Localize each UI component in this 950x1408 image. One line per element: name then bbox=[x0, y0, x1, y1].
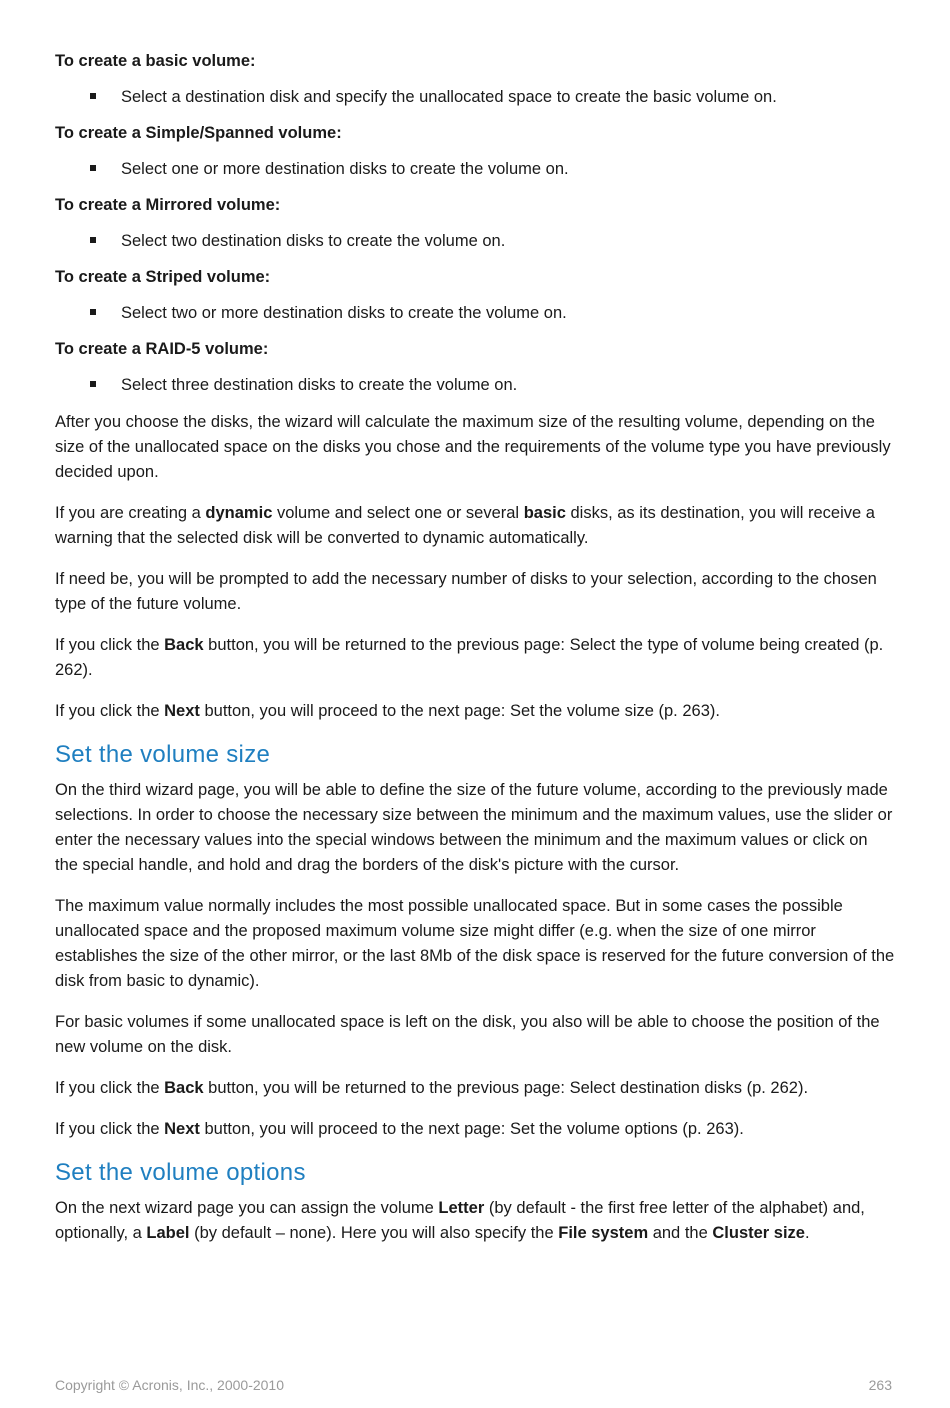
bullet-item bbox=[55, 86, 895, 108]
bold-term: Cluster size bbox=[712, 1224, 805, 1242]
paragraph-text: button, you will proceed to the next page: Set the volume size (p. 263). bbox=[199, 702, 720, 720]
paragraph-text: and the bbox=[648, 1224, 713, 1242]
paragraph-text: button, you will be returned to the previous page: Select the type of volume being created (p. 262). bbox=[55, 636, 884, 679]
copyright-text: Copyright © Acronis, Inc., 2000-2010 bbox=[55, 1377, 284, 1393]
paragraph-text: volume and select one or several bbox=[272, 504, 524, 522]
bullet-text: Select two or more destination disks to create the volume on. bbox=[121, 304, 567, 322]
page-content bbox=[55, 50, 895, 1262]
page-number: 263 bbox=[868, 1377, 892, 1393]
bullet-square-icon bbox=[90, 165, 96, 171]
body-paragraph bbox=[55, 1196, 895, 1246]
bullet-item bbox=[55, 230, 895, 252]
bold-term: dynamic bbox=[205, 504, 273, 522]
procedure-label: To create a RAID-5 volume: bbox=[55, 340, 269, 358]
bullet-text: Select three destination disks to create the volume on. bbox=[121, 376, 518, 394]
paragraph-text: If you are creating a bbox=[55, 504, 206, 522]
paragraph-text: After you choose the disks, the wizard will calculate the maximum size of the resulting volume, depending on the size of the unallocated space on the disks you chose and the requirements of the volume type you have previously decided upon. bbox=[55, 413, 891, 481]
bullet-square-icon bbox=[90, 237, 96, 243]
paragraph-text: On the next wizard page you can assign the volume bbox=[55, 1199, 439, 1217]
bullet-text: Select one or more destination disks to create the volume on. bbox=[121, 160, 569, 178]
body-paragraph bbox=[55, 633, 895, 683]
section-heading: Set the volume size bbox=[55, 741, 271, 768]
paragraph-text: If you click the bbox=[55, 702, 165, 720]
bullet-square-icon bbox=[90, 93, 96, 99]
bold-term: Label bbox=[146, 1224, 190, 1242]
bullet-square-icon bbox=[90, 309, 96, 315]
bold-term: Letter bbox=[438, 1199, 485, 1217]
procedure-label: To create a Striped volume: bbox=[55, 268, 271, 286]
paragraph-text: (by default – none). Here you will also specify the bbox=[189, 1224, 559, 1242]
procedure-label: To create a Simple/Spanned volume: bbox=[55, 124, 342, 142]
paragraph-text: . bbox=[804, 1224, 810, 1242]
bullet-item bbox=[55, 158, 895, 180]
paragraph-text: disks, as its destination, you will receive a warning that the selected disk will be converted to dynamic automatically. bbox=[55, 504, 875, 547]
paragraph-text: If you click the bbox=[55, 636, 165, 654]
bullet-item bbox=[55, 374, 895, 396]
bullet-square-icon bbox=[90, 381, 96, 387]
body-paragraph bbox=[55, 501, 895, 551]
bold-term: Next bbox=[164, 702, 200, 720]
bold-term: File system bbox=[558, 1224, 649, 1242]
procedure-label: To create a basic volume: bbox=[55, 52, 256, 70]
bold-term: basic bbox=[523, 504, 566, 522]
page-footer bbox=[55, 1377, 892, 1393]
paragraph-text: (by default - the first free letter of the alphabet) and, optionally, a bbox=[55, 1199, 865, 1242]
procedure-label: To create a Mirrored volume: bbox=[55, 196, 281, 214]
body-paragraph bbox=[55, 567, 895, 617]
body-paragraph bbox=[55, 699, 895, 724]
bold-term: Next bbox=[164, 1120, 200, 1138]
body-paragraph bbox=[55, 1076, 895, 1101]
body-paragraph bbox=[55, 1117, 895, 1142]
bold-term: Back bbox=[164, 636, 204, 654]
bold-term: Back bbox=[164, 1079, 204, 1097]
paragraph-text: On the third wizard page, you will be able to define the size of the future volume, according to the previously made selections. In order to choose the necessary size between the minimum and the maximum values, use the slider or enter the necessary values into the special windows between the minimum and the maximum values or click on the special handle, and hold and drag the borders of the disk's picture with the cursor. bbox=[55, 781, 893, 874]
bullet-text: Select two destination disks to create the volume on. bbox=[121, 232, 506, 250]
paragraph-text: button, you will proceed to the next page: Set the volume options (p. 263). bbox=[199, 1120, 744, 1138]
bullet-text: Select a destination disk and specify the unallocated space to create the basic volume on. bbox=[121, 88, 777, 106]
paragraph-text: button, you will be returned to the previous page: Select destination disks (p. 262). bbox=[203, 1079, 809, 1097]
body-paragraph bbox=[55, 410, 895, 485]
paragraph-text: For basic volumes if some unallocated space is left on the disk, you also will be able to choose the position of the new volume on the disk. bbox=[55, 1013, 880, 1056]
body-paragraph bbox=[55, 1010, 895, 1060]
paragraph-text: If you click the bbox=[55, 1120, 165, 1138]
paragraph-text: The maximum value normally includes the most possible unallocated space. But in some cases the possible unallocated space and the proposed maximum volume size might differ (e.g. when the size of one mirror establishes the size of the other mirror, or the last 8Mb of the disk space is reserved for the future conversion of the disk from basic to dynamic). bbox=[55, 897, 895, 990]
section-heading: Set the volume options bbox=[55, 1159, 306, 1186]
paragraph-text: If need be, you will be prompted to add the necessary number of disks to your selection, according to the chosen type of the future volume. bbox=[55, 570, 877, 613]
body-paragraph bbox=[55, 778, 895, 878]
body-paragraph bbox=[55, 894, 895, 994]
paragraph-text: If you click the bbox=[55, 1079, 165, 1097]
bullet-item bbox=[55, 302, 895, 324]
